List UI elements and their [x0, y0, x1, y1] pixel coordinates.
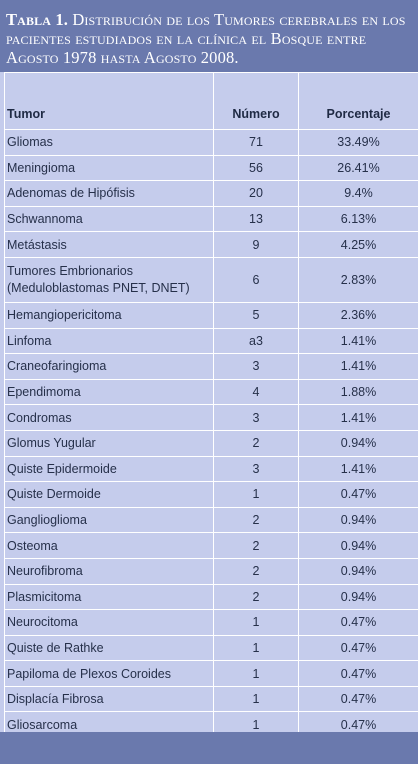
header-tumor: Tumor — [5, 73, 214, 130]
cell-tumor: Neurofibroma — [5, 558, 214, 584]
cell-porcentaje: 4.25% — [299, 232, 418, 258]
cell-tumor: Adenomas de Hipófisis — [5, 181, 214, 207]
cell-numero: 4 — [214, 379, 299, 405]
cell-porcentaje: 0.94% — [299, 507, 418, 533]
cell-numero: a3 — [214, 328, 299, 354]
table-row — [5, 686, 418, 712]
cell-tumor: Osteoma — [5, 533, 214, 559]
cell-porcentaje: 0.47% — [299, 661, 418, 687]
cell-tumor: Quiste Epidermoide — [5, 456, 214, 482]
cell-porcentaje: 0.47% — [299, 712, 418, 738]
cell-tumor: Gliosarcoma — [5, 712, 214, 738]
table-row — [5, 328, 418, 354]
cell-porcentaje: 0.47% — [299, 610, 418, 636]
cell-tumor: Ganglioglioma — [5, 507, 214, 533]
cell-tumor: Gliomas — [5, 130, 214, 156]
table-row — [5, 354, 418, 380]
cell-tumor: Glomus Yugular — [5, 430, 214, 456]
table-row — [5, 610, 418, 636]
cell-porcentaje: 26.41% — [299, 155, 418, 181]
cell-numero: 3 — [214, 354, 299, 380]
table-row — [5, 635, 418, 661]
cell-numero: 6 — [214, 257, 299, 302]
cell-numero: 2 — [214, 584, 299, 610]
cell-porcentaje: 0.47% — [299, 482, 418, 508]
cell-porcentaje: 2.83% — [299, 257, 418, 302]
table-row — [5, 130, 418, 156]
cell-numero: 9 — [214, 232, 299, 258]
cell-porcentaje: 0.94% — [299, 584, 418, 610]
cell-porcentaje: 6.13% — [299, 206, 418, 232]
cell-numero: 1 — [214, 610, 299, 636]
cell-numero: 1 — [214, 686, 299, 712]
cell-tumor: Meningioma — [5, 155, 214, 181]
header-numero: Número — [214, 73, 299, 130]
cell-porcentaje: 1.41% — [299, 405, 418, 431]
cell-numero: 56 — [214, 155, 299, 181]
cell-tumor: Condromas — [5, 405, 214, 431]
cell-porcentaje: 9.4% — [299, 181, 418, 207]
table-row — [5, 181, 418, 207]
cell-tumor: Tumores Embrionarios (Meduloblastomas PNET, DNET) — [5, 257, 214, 302]
cell-numero: 3 — [214, 456, 299, 482]
table-row — [5, 661, 418, 687]
cell-numero: 71 — [214, 130, 299, 156]
header-porcentaje: Porcentaje — [299, 73, 418, 130]
cell-porcentaje: 1.41% — [299, 456, 418, 482]
table-container — [0, 72, 418, 732]
cell-numero: 5 — [214, 302, 299, 328]
cell-numero: 1 — [214, 635, 299, 661]
table-footer-band — [0, 732, 418, 764]
table-row — [5, 379, 418, 405]
table-row — [5, 302, 418, 328]
cell-tumor: Plasmicitoma — [5, 584, 214, 610]
table-caption — [0, 0, 418, 72]
table-row — [5, 456, 418, 482]
cell-porcentaje: 1.41% — [299, 354, 418, 380]
cell-numero: 1 — [214, 712, 299, 738]
cell-numero: 20 — [214, 181, 299, 207]
cell-porcentaje: 0.94% — [299, 430, 418, 456]
cell-porcentaje: 0.94% — [299, 533, 418, 559]
table-row — [5, 430, 418, 456]
cell-tumor: Neurocitoma — [5, 610, 214, 636]
cell-tumor: Quiste de Rathke — [5, 635, 214, 661]
cell-numero: 1 — [214, 482, 299, 508]
cell-numero: 3 — [214, 405, 299, 431]
cell-tumor: Craneofaringioma — [5, 354, 214, 380]
table-row — [5, 405, 418, 431]
cell-tumor: Schwannoma — [5, 206, 214, 232]
cell-tumor: Hemangiopericitoma — [5, 302, 214, 328]
tumor-table — [4, 72, 418, 738]
caption-text: Distribución de los Tumores cerebrales en los pacientes estudiados en la clínica el Bosque entre Agosto 1978 hasta Agosto 2008. — [6, 10, 406, 67]
cell-numero: 2 — [214, 558, 299, 584]
cell-porcentaje: 1.41% — [299, 328, 418, 354]
cell-porcentaje: 0.47% — [299, 686, 418, 712]
cell-tumor: Displacía Fibrosa — [5, 686, 214, 712]
cell-tumor: Papiloma de Plexos Coroides — [5, 661, 214, 687]
cell-numero: 2 — [214, 507, 299, 533]
cell-tumor: Metástasis — [5, 232, 214, 258]
cell-porcentaje: 2.36% — [299, 302, 418, 328]
table-header-row — [5, 73, 418, 130]
table-row — [5, 482, 418, 508]
cell-tumor: Linfoma — [5, 328, 214, 354]
cell-numero: 13 — [214, 206, 299, 232]
cell-porcentaje: 1.88% — [299, 379, 418, 405]
table-row — [5, 206, 418, 232]
cell-porcentaje: 0.47% — [299, 635, 418, 661]
cell-tumor: Ependimoma — [5, 379, 214, 405]
cell-porcentaje: 0.94% — [299, 558, 418, 584]
caption-label: Tabla 1. — [6, 10, 69, 29]
cell-numero: 1 — [214, 661, 299, 687]
table-row — [5, 232, 418, 258]
table-row — [5, 584, 418, 610]
table-row — [5, 155, 418, 181]
cell-numero: 2 — [214, 430, 299, 456]
table-row — [5, 558, 418, 584]
cell-tumor: Quiste Dermoide — [5, 482, 214, 508]
cell-numero: 2 — [214, 533, 299, 559]
table-row — [5, 533, 418, 559]
table-row — [5, 257, 418, 302]
cell-porcentaje: 33.49% — [299, 130, 418, 156]
table-row — [5, 507, 418, 533]
